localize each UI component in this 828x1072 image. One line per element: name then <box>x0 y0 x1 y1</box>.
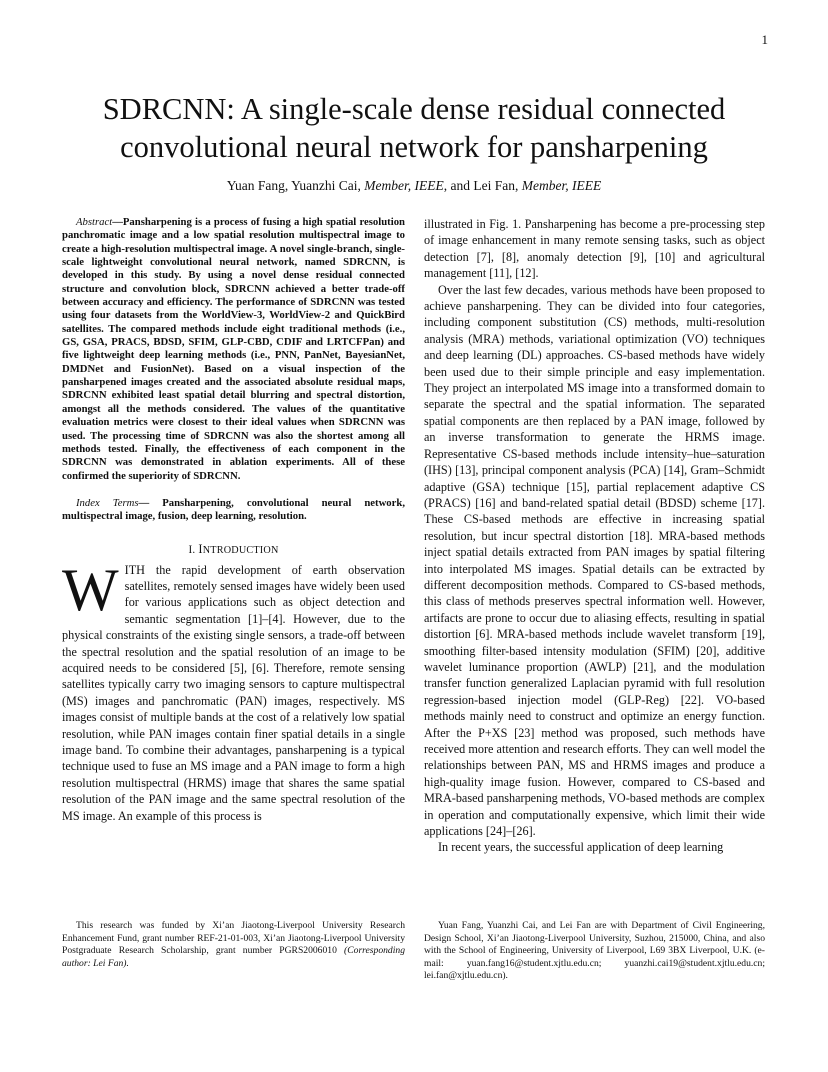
author-names-a: Yuan Fang, Yuanzhi Cai, <box>226 178 365 193</box>
page-number: 1 <box>761 32 768 47</box>
abstract-text: —Pansharpening is a process of fusing a high spatial resolution panchromatic image and a low spatial resolution multispectral image to create a high-resolution multispectral image. A novel single-branch, single-scale lightweight convolutional neural network, named SDRCNN, is developed in this study. By using a novel dense residual connected structure and convolution block, SDRCNN achieved a better trade-off between accuracy and efficiency. The performance of SDRCNN was tested using four datasets from the WorldView-3, WorldView-2 and QuickBird satellites. The compared methods include eight traditional methods (i.e., GS, GSA, PRACS, BDSD, SFIM, GLP-CBD, CDIF and LRTCFPan) and five lightweight deep learning methods (i.e., PNN, PanNet, BayesianNet, DMDNet and FusionNet). Based on a visual inspection of the pansharpened images created and the associated absolute residual maps, SDRCNN exhibited least spatial detail blurring and spectral distortion, amongst all the methods considered. The values of the quantitative evaluation metrics were closest to their ideal values when SDRCNN was used. The processing time of SDRCNN was also the shortest among all methods tested. Finally, the effectiveness of each component in the SDRCNN was demonstrated in ablation experiments. All of these confirmed the superiority of SDRCNN. <box>62 216 405 482</box>
author-line <box>40 178 788 194</box>
corresponding-author-note: (Corresponding author: Lei Fan). <box>62 945 405 969</box>
section-initial: I <box>198 541 203 556</box>
paper-title: SDRCNN: A single-scale dense residual connected convolutional neural network for pansharpening <box>102 92 726 164</box>
author-membership-b: Member, IEEE <box>521 178 602 193</box>
author-membership-a: Member, IEEE <box>364 178 444 193</box>
section-number: I. <box>188 543 199 556</box>
intro-paragraph-1-continued: illustrated in Fig. 1. Pansharpening has become a pre-processing step of image enhancement in many remote sensing tasks, such as object detection [7], [8], anomaly detection [9], [10] and agricultural management [11], [12]. <box>424 217 765 281</box>
intro-paragraph-1 <box>62 556 405 825</box>
drop-cap: W <box>62 556 119 623</box>
abstract-lead: Abstract <box>76 216 113 228</box>
index-terms <box>62 497 405 524</box>
abstract <box>62 216 405 483</box>
index-terms-lead: Index Terms <box>76 496 139 509</box>
intro-paragraph-2: Over the last few decades, various methods have been proposed to achieve pansharpening. They can be divided into four categories, including component substitution (CS) methods, multi-resolution analysis (MRA) methods, variational optimization (VO) techniques and deep learning (DL) approaches. CS-based methods have widely been used due to their simple principle and easy implementation. They project an interpolated MS image into a transformed domain to separate the spectral and the spatial information. The separated spatial components are then replaced by a PAN image, followed by an inverse transformation to generate the HRMS image. Representative CS-based methods include intensity–hue–saturation (IHS) [13], principal component analysis (PCA) [14], Gram–Schmidt adaptive (GSA) technique [15], partial replacement adaptive CS (PRACS) [16] and band-related spatial detail (BDSD) scheme [17]. These CS-based methods are effective in increasing spatial resolution, but incur spectral distortion [18]. MRA-based methods inject spatial details extracted from PAN images by spatial filtering into interpolated MS images. Spatial details can be extracted by different decomposition methods. Compared to CS-based methods, this class of methods preserves spectral information well. However, artifacts are prone to occur due to aliasing effects, resulting in spatial distortion [6]. MRA-based methods include wavelet transform [19], smoothing filter-based intensity modulation (SFIM) [20], additive wavelet luminance proportion (AWLP) [21], and the modulation transfer function generalized Laplacian pyramid with full resolution regression-based injection model (GLP-Reg) [22]. VO-based methods mainly need to construct and optimize an energy function. After the P+XS [23] method was proposed, such methods have received more attention and research efforts. They can well model the relationships between PAN, MS and HRMS images and produce a high-quality image fusion. However, compared to CS-based and MRA-based pansharpening methods, VO-based methods are complex in operation and computationally expensive, which limit their wide applications [24]–[26]. <box>424 282 765 839</box>
section-title-rest: NTRODUCTION <box>202 544 279 556</box>
funding-footnote <box>62 920 405 970</box>
affiliation-footnote: Yuan Fang, Yuanzhi Cai, and Lei Fan are with Department of Civil Engineering, Design School, Xi’an Jiaotong-Liverpool University, Suzhou, 215000, China, and also with the School of Engineering, University of Liverpool, L69 3BX Liverpool, U.K. (e-mail: yuan.fang16@student.xjtlu.edu.cn; yuanzhi.cai19@student.xjtlu.edu.cn; lei.fan@xjtlu.edu.cn). <box>424 920 765 982</box>
section-heading-introduction <box>62 542 405 557</box>
right-column <box>424 216 765 856</box>
author-names-b: , and Lei Fan, <box>443 178 522 193</box>
left-column <box>62 216 405 824</box>
index-terms-text: — Pansharpening, convolutional neural network, multispectral image, fusion, deep learning, resolution. <box>62 496 405 523</box>
intro-paragraph-1-text: ITH the rapid development of earth observation satellites, remotely sensed images have widely been used for various applications such as object detection and semantic segmentation [1]–[4]. However, due to the physical constraints of the existing single sensors, a trade-off between the spectral resolution and the spatial resolution of an image to be acquired needs to be considered [5], [6]. Therefore, remote sensing satellites typically carry two imaging sensors to capture multispectral (MS) images and panchromatic (PAN) images, respectively. MS images consist of multiple bands at the cost of a relatively low spatial resolution, while PAN images contain finer spatial details in a single image band. To combine their advantages, pansharpening is a typical technique used to fuse an MS image and a PAN image to form a high resolution multispectral (HRMS) image that shares the same spatial resolution of the PAN image and the same spectral resolution of the MS image. An example of this process is <box>62 562 405 823</box>
funding-footnote-text: This research was funded by Xi’an Jiaotong-Liverpool University Research Enhancement Fund, grant number REF-21-01-003, Xi’an Jiaotong-Liverpool University Postgraduate Research Scholarship, grant number PGRS2006010 <box>62 920 405 957</box>
intro-paragraph-3-start: In recent years, the successful application of deep learning <box>438 840 724 855</box>
